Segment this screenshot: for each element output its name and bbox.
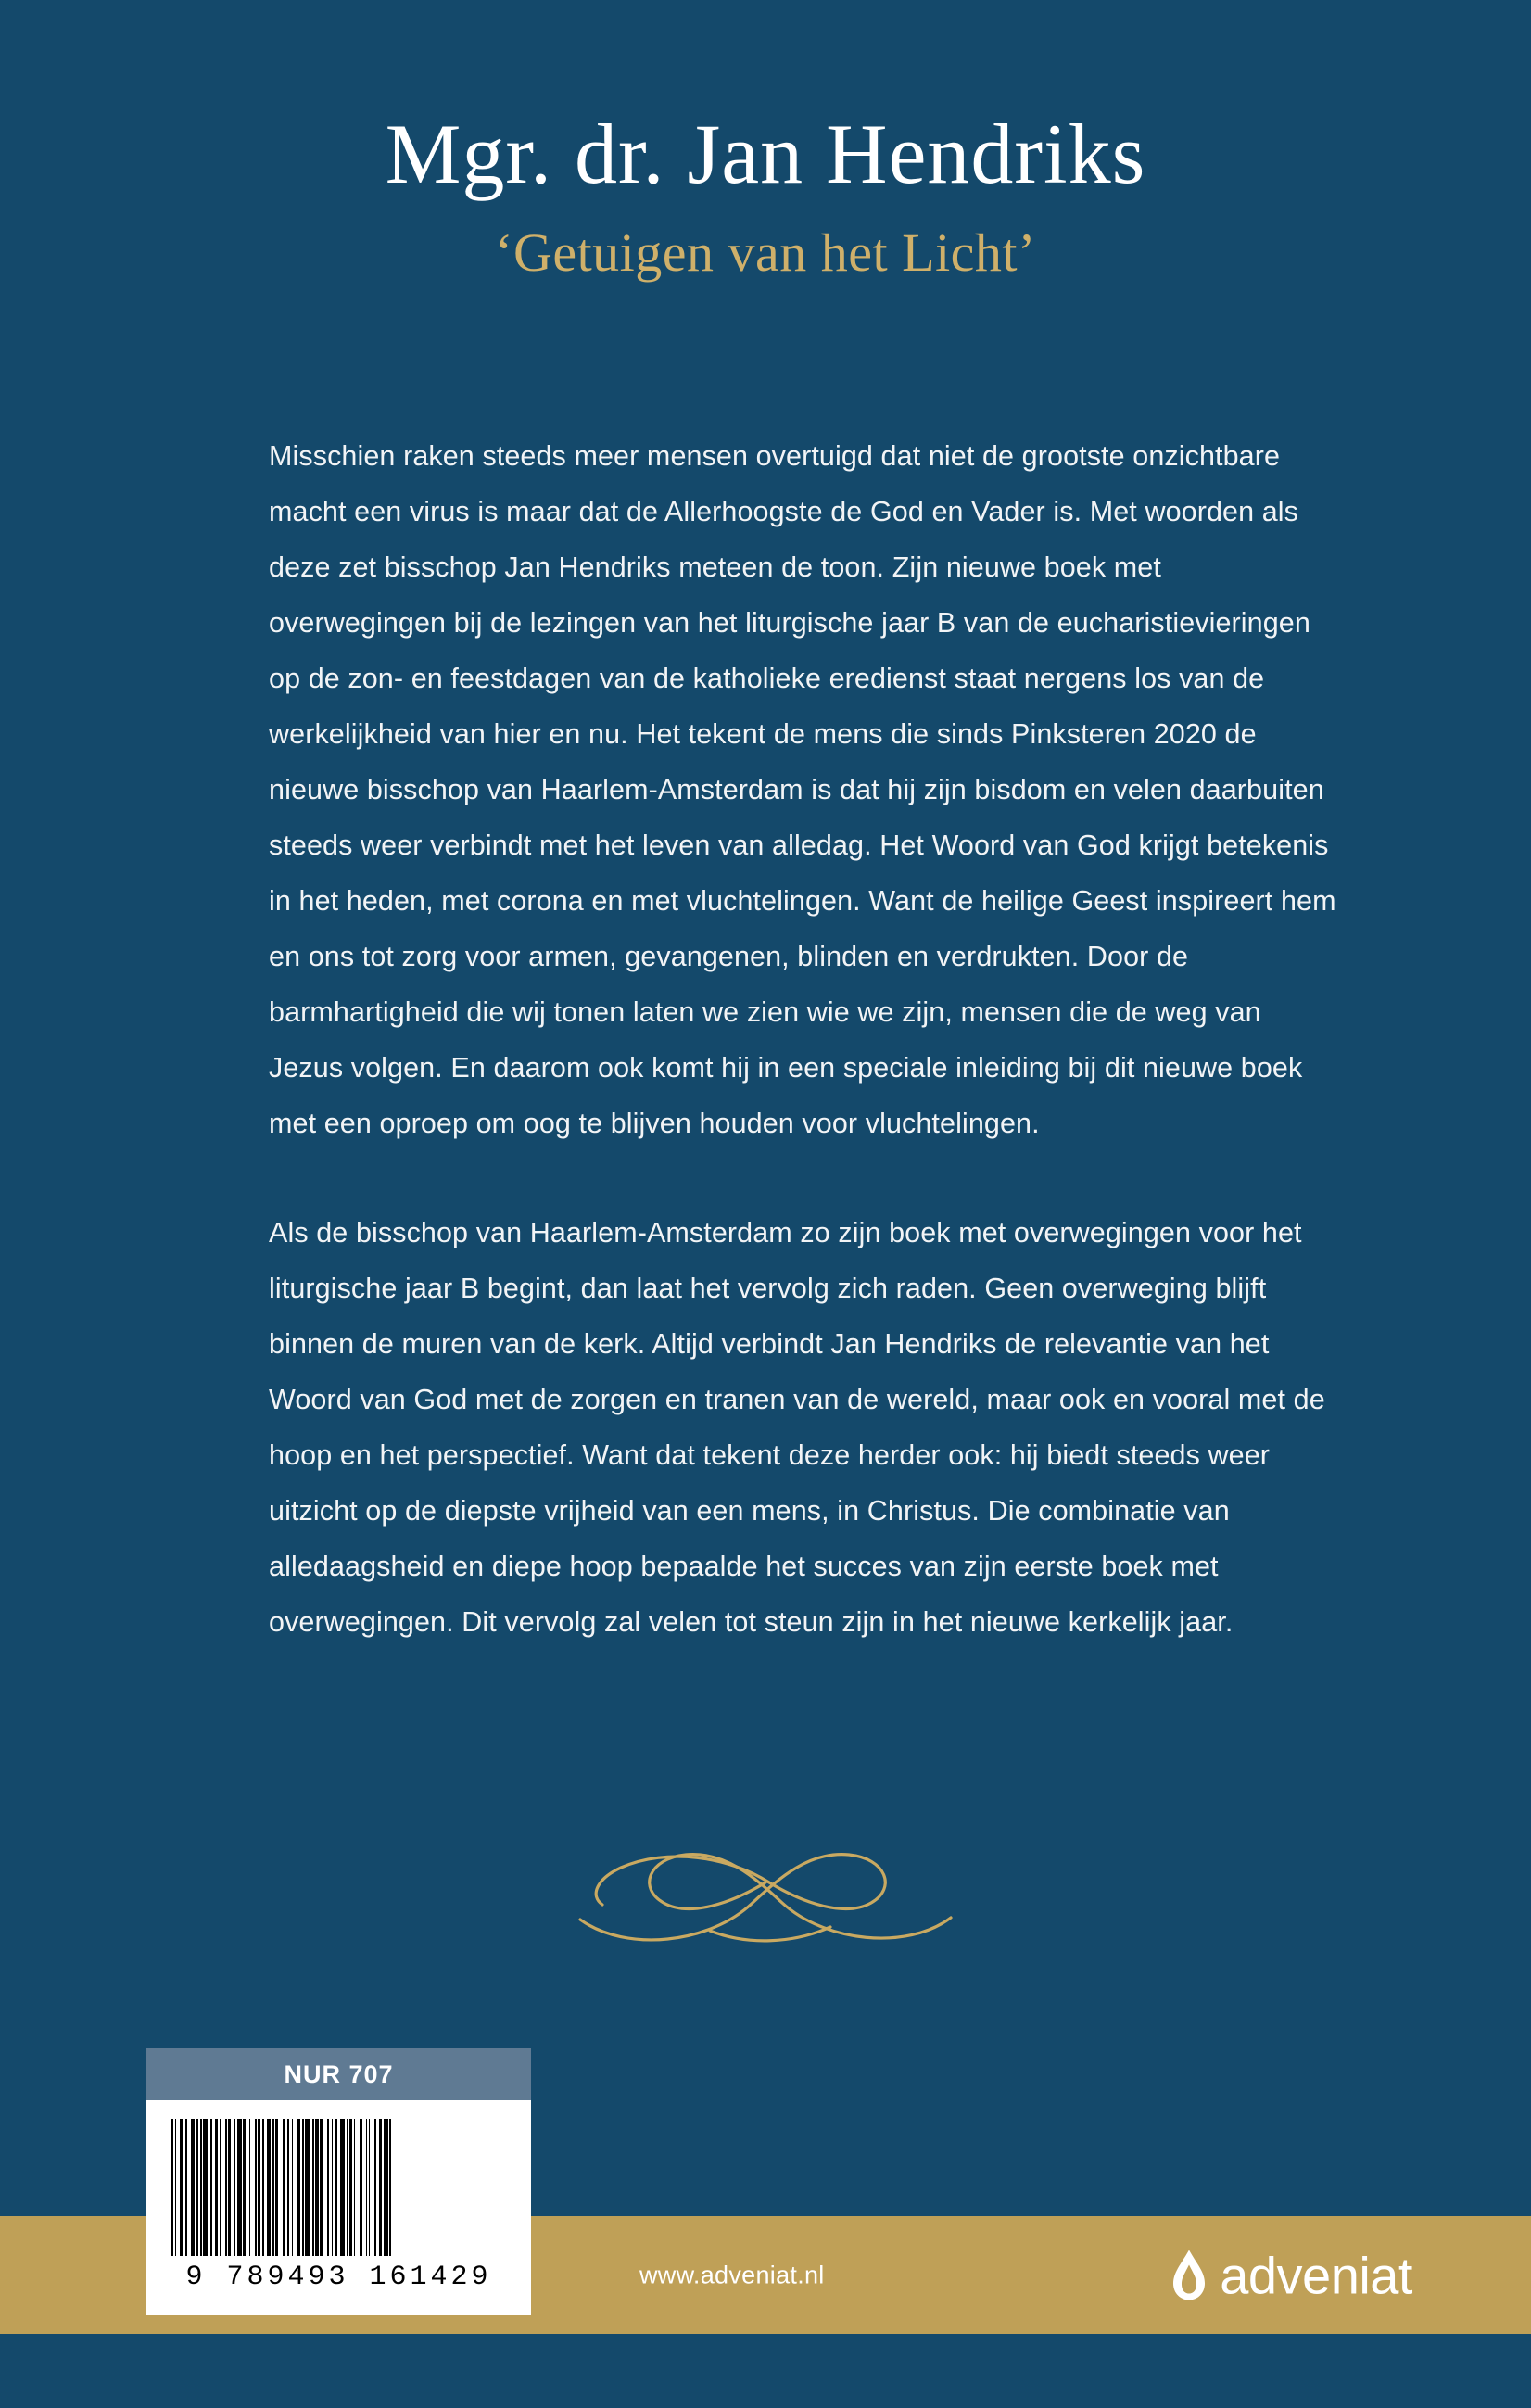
isbn-number: 9 789493 161429	[185, 2262, 492, 2293]
publisher-name: adveniat	[1220, 2246, 1412, 2304]
blurb-paragraph: Misschien raken steeds meer mensen overtuigd dat niet de grootste onzichtbare macht een virus is maar dat de Allerhoogste de God en Vader is. Met woorden als deze zet bisschop Jan Hendriks meteen de toon. Zijn nieuwe boek met overwegingen bij de lezingen van het liturgische jaar B van de eucharistievieringen op de zon- en feestdagen van de katholieke eredienst staat nergens los van de werkelijkheid van hier en nu. Het tekent de mens die sinds Pinksteren 2020 de nieuwe bisschop van Haarlem-Amsterdam is dat hij zijn bisdom en velen daarbuiten steeds weer verbindt met het leven van alledag. Het Woord van God krijgt betekenis in het heden, met corona en met vluchtelingen. Want de heilige Geest inspireert hem en ons tot zorg voor armen, gevangenen, blinden en verdrukten. Door de barmhartigheid die wij tonen laten we zien wie we zijn, mensen die de weg van Jezus volgen. En daarom ook komt hij in een speciale inleiding bij dit nieuwe boek met een oproep om oog te blijven houden voor vluchtelingen.	[269, 440, 1336, 1139]
barcode-block	[146, 2048, 531, 2315]
title-block	[0, 109, 1531, 284]
publisher-logo	[1168, 2245, 1412, 2305]
book-subtitle: ‘Getuigen van het Licht’	[495, 222, 1036, 283]
flourish-ornament-icon	[571, 1831, 960, 1960]
flame-logo-icon	[1168, 2249, 1210, 2302]
nur-code-label: NUR 707	[146, 2048, 531, 2100]
blurb-paragraph: Als de bisschop van Haarlem-Amsterdam zo zijn boek met overwegingen voor het liturgische jaar B begint, dan laat het vervolg zich raden. Geen overweging blijft binnen de muren van de kerk. Altijd verbindt Jan Hendriks de relevantie van het Woord van God met de zorgen en tranen van de wereld, maar ook en vooral met de hoop en het perspectief. Want dat tekent deze herder ook: hij biedt steeds weer uitzicht op de diepste vrijheid van een mens, in Christus. Die combinatie van alledaagsheid en diepe hoop bepaalde het succes van zijn eerste boek met overwegingen. Dit vervolg zal velen tot steun zijn in het nieuwe kerkelijk jaar.	[269, 1217, 1325, 1638]
publisher-website[interactable]: www.adveniat.nl	[639, 2261, 825, 2288]
ean13-barcode-icon	[146, 2100, 531, 2315]
page-title: Mgr. dr. Jan Hendriks	[385, 107, 1146, 201]
blurb-text	[269, 428, 1339, 1650]
